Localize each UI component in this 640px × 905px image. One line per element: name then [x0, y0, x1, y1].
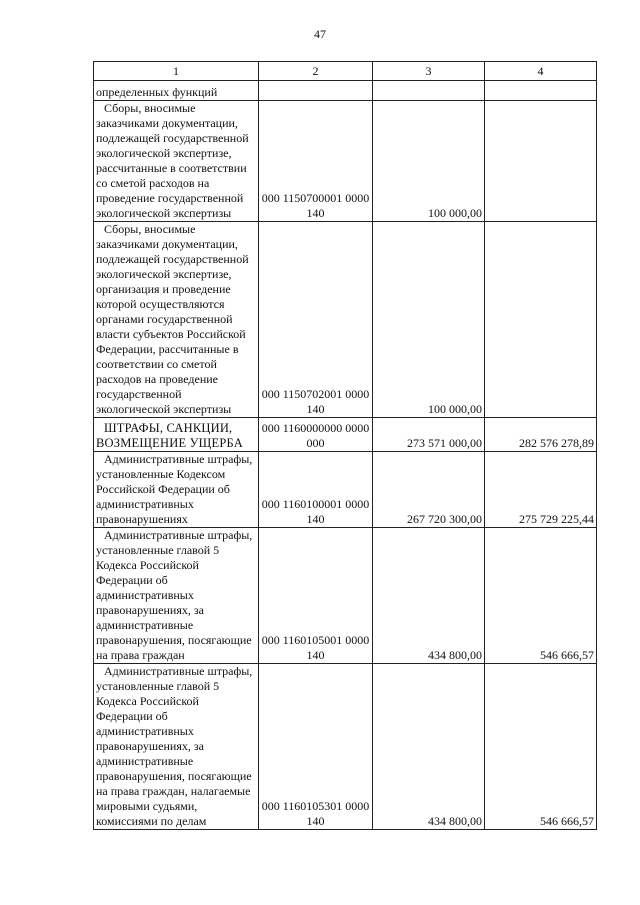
revenue-table-container	[93, 61, 597, 830]
header-col-3: 3	[373, 62, 485, 81]
row-value-4: 275 729 225,44	[485, 452, 597, 528]
row-code: 000 1160105301 0000 140	[259, 664, 373, 830]
row-value-3: 273 571 000,00	[373, 418, 485, 452]
page-number: 47	[314, 27, 326, 41]
row-value-3	[373, 81, 485, 101]
row-code: 000 1150700001 0000 140	[259, 101, 373, 222]
row-code: 000 1160105001 0000 140	[259, 528, 373, 664]
row-value-3: 434 800,00	[373, 528, 485, 664]
header-col-4: 4	[485, 62, 597, 81]
row-name: Административные штрафы, установленные главой 5 Кодекса Российской Федерации об административных правонарушениях, за административные правонарушения, посягающие на права граждан, налагаемые мировыми судьями, комиссиями по делам	[96, 664, 253, 828]
table-row	[94, 81, 597, 101]
row-name: Сборы, вносимые заказчиками документации, подлежащей государственной экологической экспертизе, организация и проведение которой осуществляются органами государственной власти субъектов Российской Федерации, рассчитанные в соответствии со сметой расходов на проведение государственной экологической экспертизы	[96, 222, 249, 416]
row-name: определенных функций	[94, 81, 259, 101]
row-value-4	[485, 101, 597, 222]
row-value-4	[485, 81, 597, 101]
row-name: Административные штрафы, установленные главой 5 Кодекса Российской Федерации об административных правонарушениях, за административные правонарушения, посягающие на права граждан	[96, 528, 253, 662]
row-value-4	[485, 222, 597, 418]
table-row	[94, 528, 597, 664]
header-col-2: 2	[259, 62, 373, 81]
row-name: Административные штрафы, установленные Кодексом Российской Федерации об административных правонарушениях	[96, 452, 253, 526]
table-row	[94, 664, 597, 830]
row-code: 000 1160000000 0000 000	[259, 418, 373, 452]
row-code: 000 1150702001 0000 140	[259, 222, 373, 418]
table-row	[94, 222, 597, 418]
row-value-3: 100 000,00	[373, 222, 485, 418]
header-col-1: 1	[94, 62, 259, 81]
row-code	[259, 81, 373, 101]
table-row	[94, 418, 597, 452]
row-code: 000 1160100001 0000 140	[259, 452, 373, 528]
row-value-4: 546 666,57	[485, 664, 597, 830]
table-row	[94, 452, 597, 528]
row-name: Сборы, вносимые заказчиками документации, подлежащей государственной экологической экспертизе, рассчитанные в соответствии со сметой расходов на проведение государственной экологической экспертизы	[96, 101, 249, 220]
row-value-4: 282 576 278,89	[485, 418, 597, 452]
table-row	[94, 101, 597, 222]
row-name: ШТРАФЫ, САНКЦИИ, ВОЗМЕЩЕНИЕ УЩЕРБА	[96, 421, 243, 450]
row-value-3: 267 720 300,00	[373, 452, 485, 528]
revenue-table	[93, 61, 597, 830]
row-value-4: 546 666,57	[485, 528, 597, 664]
row-value-3: 100 000,00	[373, 101, 485, 222]
table-header-row	[94, 62, 597, 81]
row-value-3: 434 800,00	[373, 664, 485, 830]
